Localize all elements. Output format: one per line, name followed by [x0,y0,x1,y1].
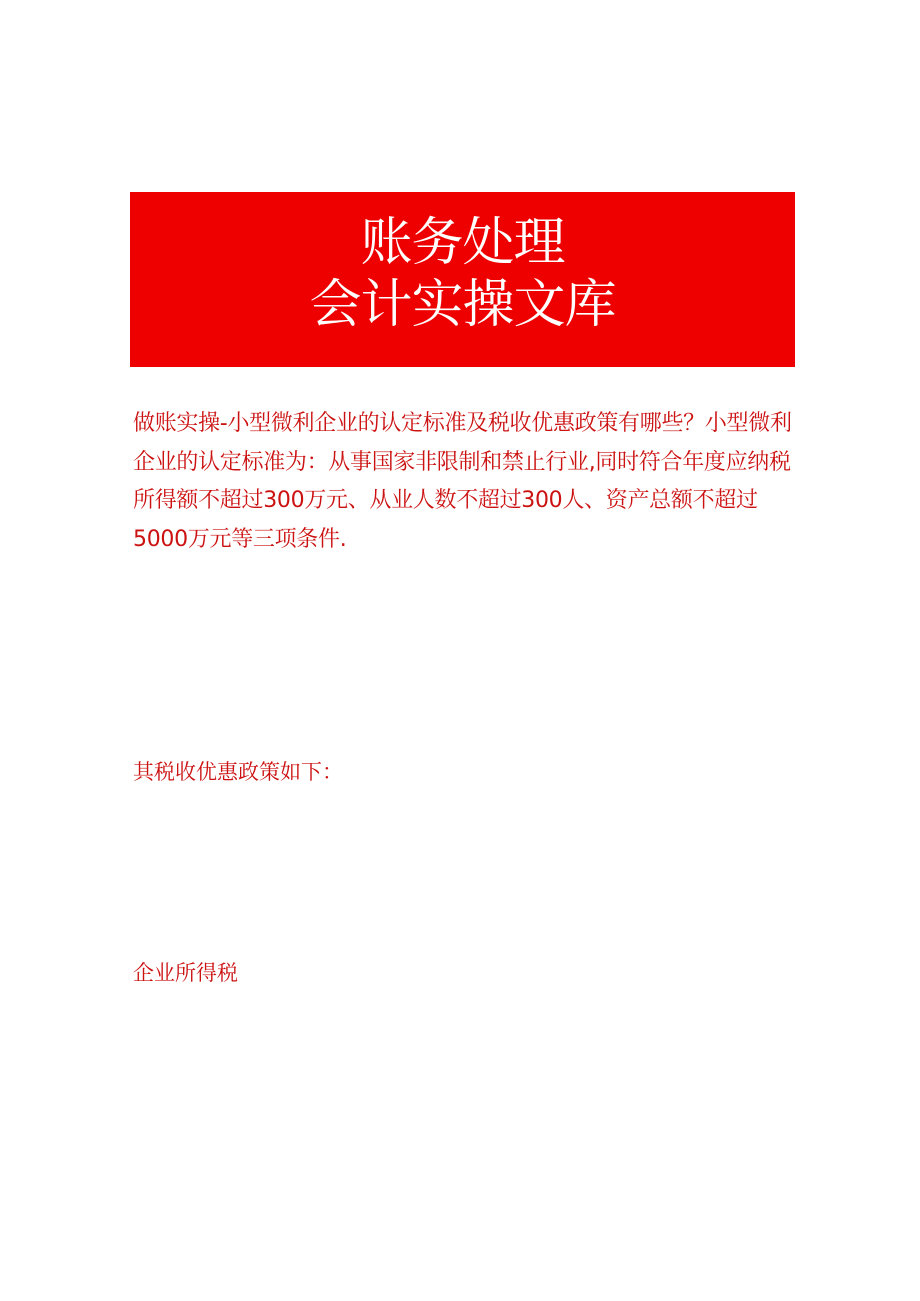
intro-paragraph: 做账实操-小型微利企业的认定标准及税收优惠政策有哪些？小型微利企业的认定标准为：从事国家非限制和禁止行业,同时符合年度应纳税所得额不超过300万元、从业人数不超过300人、资产总额不超过5000万元等三项条件. [133,411,792,552]
title-banner [130,192,795,367]
banner-title-line2: 会计实操文库 [309,274,616,335]
policy-heading: 其税收优惠政策如下： [133,760,343,784]
banner-title-line1: 账务处理 [360,212,565,273]
section-heading-corporate-income-tax: 企业所得税 [133,961,238,985]
